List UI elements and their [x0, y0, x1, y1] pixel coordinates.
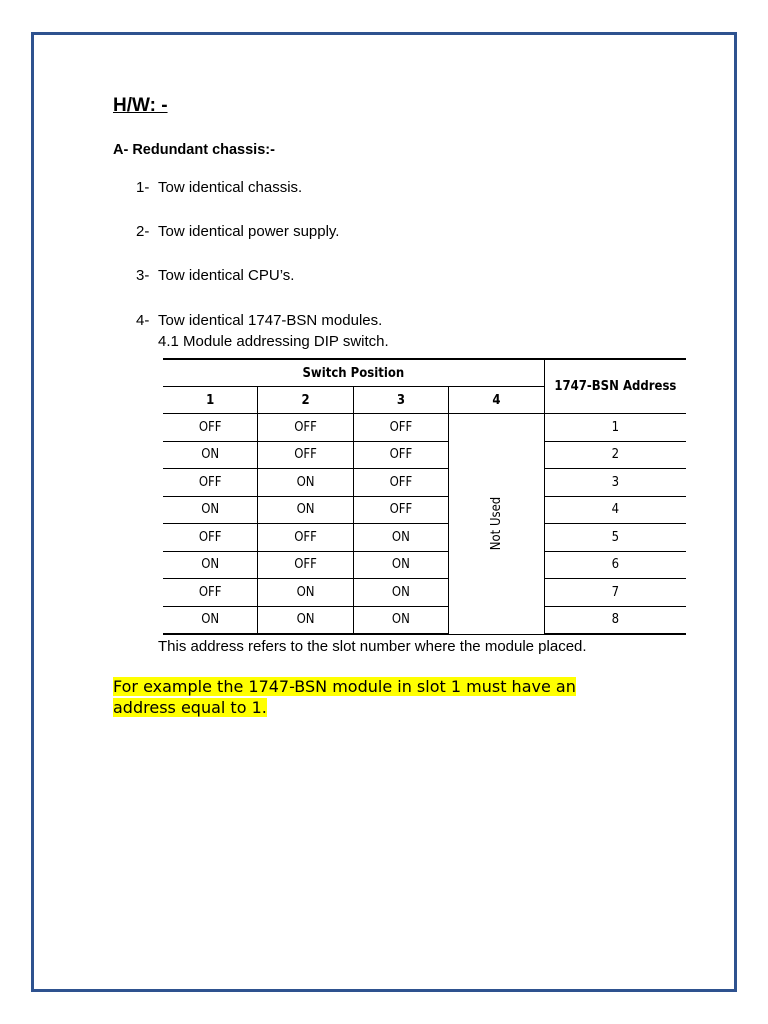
list-number: 1-: [136, 179, 150, 196]
table-row: [163, 469, 686, 497]
table-row: [163, 579, 686, 607]
table-row: [163, 496, 686, 524]
not-used-label: Not Used: [488, 497, 504, 551]
table-row: [163, 441, 686, 469]
switch-header-2: 2: [258, 387, 353, 414]
switch-4-cell: [449, 414, 545, 635]
switch-2-cell: ON: [258, 579, 353, 607]
switch-3-cell: ON: [353, 551, 448, 579]
switch-header-3: 3: [353, 387, 448, 414]
list-text: Tow identical 1747-BSN modules.: [158, 312, 383, 329]
address-cell: 4: [544, 496, 686, 524]
switch-3-cell: OFF: [353, 469, 448, 497]
list-number: 3-: [136, 267, 150, 284]
switch-2-cell: ON: [258, 469, 353, 497]
table-row: [163, 414, 686, 442]
switch-1-cell: ON: [163, 606, 258, 634]
list-number: 4-: [136, 312, 150, 329]
switch-1-cell: ON: [163, 496, 258, 524]
sub-list-item: 4.1 Module addressing DIP switch.: [158, 333, 389, 350]
switch-position-header: Switch Position: [163, 359, 544, 387]
table-row: [163, 551, 686, 579]
section-heading: A- Redundant chassis:-: [113, 142, 275, 158]
highlighted-example: [113, 676, 673, 718]
page-heading: H/W: -: [113, 95, 168, 116]
list-number: 2-: [136, 223, 150, 240]
address-cell: 2: [544, 441, 686, 469]
address-cell: 8: [544, 606, 686, 634]
switch-2-cell: OFF: [258, 524, 353, 552]
switch-1-cell: OFF: [163, 414, 258, 442]
switch-1-cell: OFF: [163, 579, 258, 607]
address-cell: 1: [544, 414, 686, 442]
switch-2-cell: ON: [258, 606, 353, 634]
switch-3-cell: ON: [353, 606, 448, 634]
table-row: [163, 524, 686, 552]
switch-3-cell: ON: [353, 524, 448, 552]
switch-1-cell: OFF: [163, 524, 258, 552]
switch-1-cell: ON: [163, 551, 258, 579]
switch-2-cell: OFF: [258, 551, 353, 579]
list-text: Tow identical chassis.: [158, 179, 303, 196]
list-item: [136, 312, 382, 329]
switch-3-cell: OFF: [353, 414, 448, 442]
list-item: [136, 267, 294, 284]
switch-header-4: 4: [449, 387, 545, 414]
address-header: 1747-BSN Address: [544, 359, 686, 414]
highlight-line-1: For example the 1747-BSN module in slot 1 must have an: [113, 677, 576, 696]
address-cell: 3: [544, 469, 686, 497]
table-note: This address refers to the slot number where the module placed.: [158, 638, 587, 655]
list-text: Tow identical CPU’s.: [158, 267, 295, 284]
list-item: [136, 223, 339, 240]
list-text: Tow identical power supply.: [158, 223, 340, 240]
switch-2-cell: OFF: [258, 414, 353, 442]
highlight-line-2: address equal to 1.: [113, 698, 267, 717]
address-cell: 7: [544, 579, 686, 607]
table-row: [163, 606, 686, 634]
switch-header-1: 1: [163, 387, 258, 414]
list-item: [136, 179, 302, 196]
switch-1-cell: ON: [163, 441, 258, 469]
switch-3-cell: ON: [353, 579, 448, 607]
switch-3-cell: OFF: [353, 496, 448, 524]
address-cell: 6: [544, 551, 686, 579]
dip-switch-table: [163, 358, 686, 635]
switch-3-cell: OFF: [353, 441, 448, 469]
switch-1-cell: OFF: [163, 469, 258, 497]
address-cell: 5: [544, 524, 686, 552]
switch-2-cell: OFF: [258, 441, 353, 469]
switch-2-cell: ON: [258, 496, 353, 524]
